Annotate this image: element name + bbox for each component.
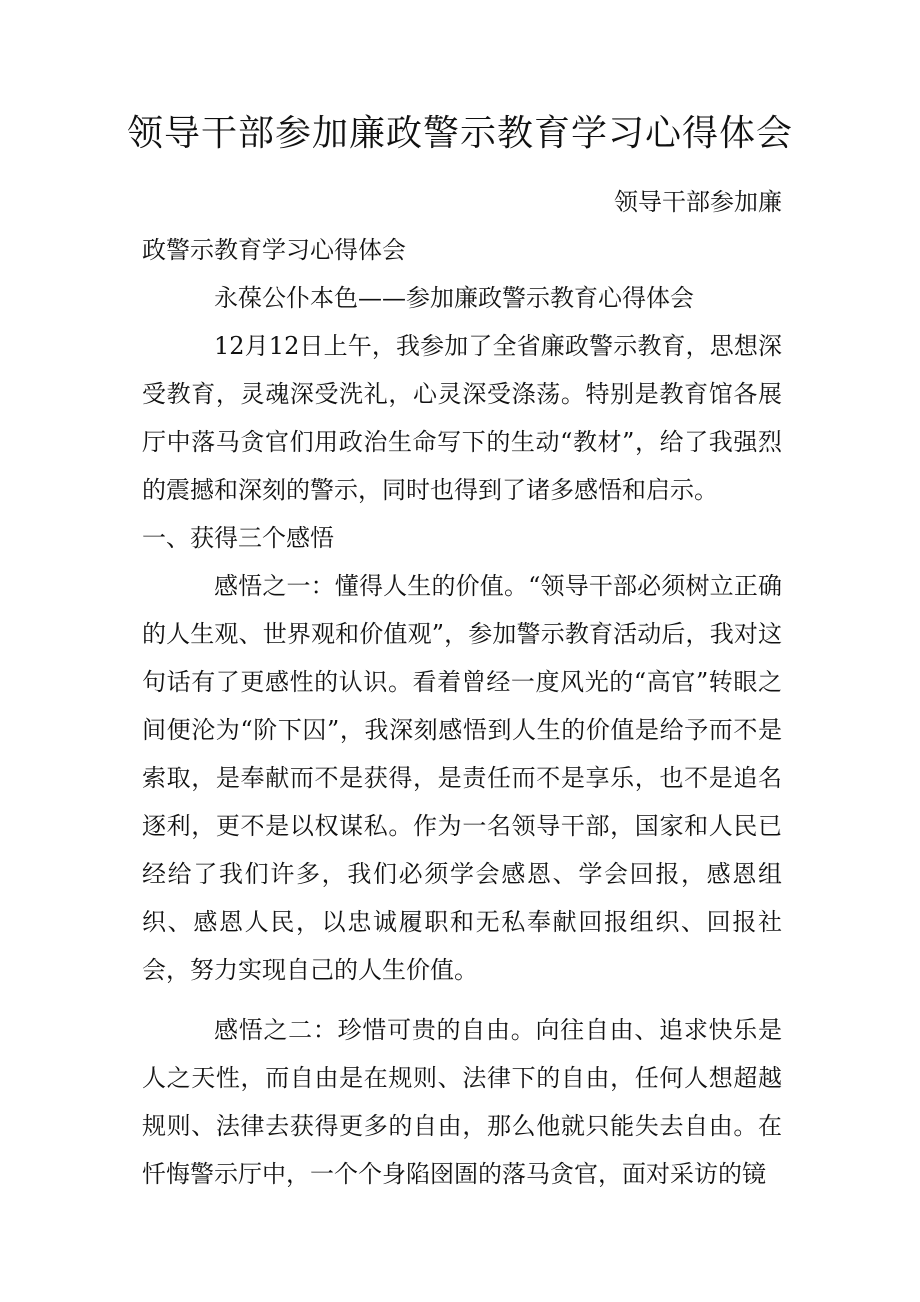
paragraph-insight-two: 感悟之二：珍惜可贵的自由。向往自由、追求快乐是人之天性，而自由是在规则、法律下的自由，任何人想超越规则、法律去获得更多的自由，那么他就只能失去自由。在忏悔警示厅中，一个个身陷囹圄的落马贪官，面对采访的镜 — [142, 1016, 782, 1188]
section-heading: 永葆公仆本色——参加廉政警示教育心得体会 — [214, 284, 694, 312]
document-body — [142, 178, 782, 1198]
document-title: 领导干部参加廉政警示教育学习心得体会 — [126, 113, 793, 154]
paragraph-intro: 12月12日上午，我参加了全省廉政警示教育，思想深受教育，灵魂深受洗礼，心灵深受涤荡。特别是教育馆各展厅中落马贪官们用政治生命写下的生动“教材”，给了我强烈的震撼和深刻的警示，同时也得到了诸多感悟和启示。 — [142, 332, 782, 504]
paragraph-insight-one: 感悟之一：懂得人生的价值。“领导干部必须树立正确的人生观、世界观和价值观”，参加警示教育活动后，我对这句话有了更感性的认识。看着曾经一度风光的“高官”转眼之间便沦为“阶下囚”，我深刻感悟到人生的价值是给予而不是索取，是奉献而不是获得，是责任而不是享乐，也不是追名逐利，更不是以权谋私。作为一名领导干部，国家和人民已经给了我们许多，我们必须学会感恩、学会回报，感恩组织、感恩人民，以忠诚履职和无私奉献回报组织、回报社会，努力实现自己的人生价值。 — [142, 572, 782, 984]
subtitle-line-1: 领导干部参加廉 — [614, 188, 782, 216]
section-title-three-insights: 一、获得三个感悟 — [142, 524, 334, 552]
subtitle-line-2: 政警示教育学习心得体会 — [142, 236, 406, 264]
